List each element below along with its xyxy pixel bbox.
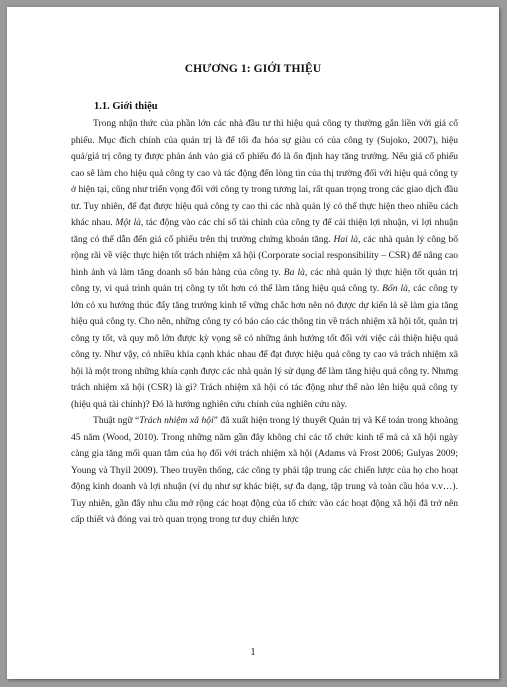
- text-run: ” đã xuất hiện trong lý thuyết Quản trị và Kế toán trong khoảng 45 năm (Wood, 2010). Trong những năm gần đây không chỉ các tổ chức kinh tế mà cả xã hội ngày càng gia tăng mối quan tâm của họ đối với trách nhiệm xã hội (Adams và Frost 2006; Gulyas 2009; Young và Thyil 2009). Theo truyền thống, các công ty phải tập trung các chiến lược của họ cho hoạt động kinh doanh và lợi nhuận (ví dụ như sự khác biệt, sự đa dạng, tập trung và toàn cầu hóa v.v…). Tuy nhiên, gần đây nhu cầu mở rộng các hoạt động của tổ chức vào các hoạt động xã hội đã trở nên cấp thiết và đóng vai trò quan trọng trong tư duy chiến lược: [71, 415, 458, 525]
- text-run: , các nhà quản lý thực hiện tốt quản trị công ty, vì quá trình quản trị công ty tốt hơn có thể làm tăng hiệu quả công ty.: [71, 266, 458, 294]
- document-page: [7, 7, 499, 679]
- text-run: , các công ty lớn có xu hướng thúc đẩy tăng trưởng kinh tế vững chắc hơn nên nó được dự kiến là sẽ làm gia tăng hiệu quả công ty. Cho nên, những công ty có báo cáo các thông tin về trách nhiệm xã hội tốt, quản trị công ty tốt, và quy mô lớn được kỳ vọng sẽ có những ảnh hưởng tốt đối với việc cải thiện hiệu quả công ty. Như vậy, có nhiều khía cạnh khác nhau để đạt được hiệu quả công ty cao và trách nhiệm xã hội là một trong những khía cạnh được các nhà quản lý sử dụng để làm tăng hiệu quả công ty. Nhưng trách nhiệm xã hội (CSR) là gì? Trách nhiệm xã hội có tác động như thế nào lên hiệu quả công ty (hiệu quả tài chính)? Đó là hướng nghiên cứu chính của nghiên cứu này.: [71, 283, 458, 410]
- italic-run: Hai là: [333, 233, 359, 245]
- page-number: 1: [250, 647, 256, 658]
- text-run: , các nhà quản lý công bố rộng rãi về việc thực hiện tốt trách nhiệm xã hội (Corporate social responsibility – CSR) để nâng cao hình ảnh và làm tăng doanh số bán hàng của công ty.: [71, 233, 459, 278]
- italic-run: Trách nhiệm xã hội: [139, 415, 214, 426]
- paragraph-2: [71, 413, 458, 529]
- text-run: Thuật ngữ “: [93, 415, 140, 426]
- paragraph-1: [71, 116, 458, 413]
- body-text: [71, 116, 458, 529]
- italic-run: Ba là: [283, 266, 305, 278]
- italic-run: Bốn là: [382, 283, 408, 294]
- text-run: Trong nhận thức của phần lớn các nhà đầu tư thì hiệu quả công ty thường gắn liền với giá cổ phiếu. Mục đích chính của quản trị là để tối đa hóa sự giàu có của công ty (Sujoko, 2007), hiệu quả/giá trị công ty được phản ánh vào giá cổ phiếu đó là ổn định hay tăng trưởng. Nếu giá cổ phiếu cao sẽ làm cho hiệu quả công ty cao và tác động đến lòng tin của thị trường đối với hiệu quả công ty ở hiện tại, cũng như triển vọng đối với công ty trong tương lai, rất quan trọng trong các giao dịch đầu tư. Tuy nhiên, để đạt được hiệu quả công ty cao thì các nhà quản lý có thể thực hiện theo nhiều cách khác nhau.: [71, 118, 458, 228]
- text-run: , tác động vào các chỉ số tài chính của công ty để cải thiện lợi nhuận, vì lợi nhuận tăng có thể dẫn đến giá cổ phiếu trên thị trường chứng khoán tăng.: [71, 217, 458, 245]
- italic-run: Một là: [115, 217, 141, 228]
- chapter-title: CHƯƠNG 1: GIỚI THIỆU: [184, 63, 322, 75]
- section-heading: 1.1. Giới thiệu: [94, 101, 158, 112]
